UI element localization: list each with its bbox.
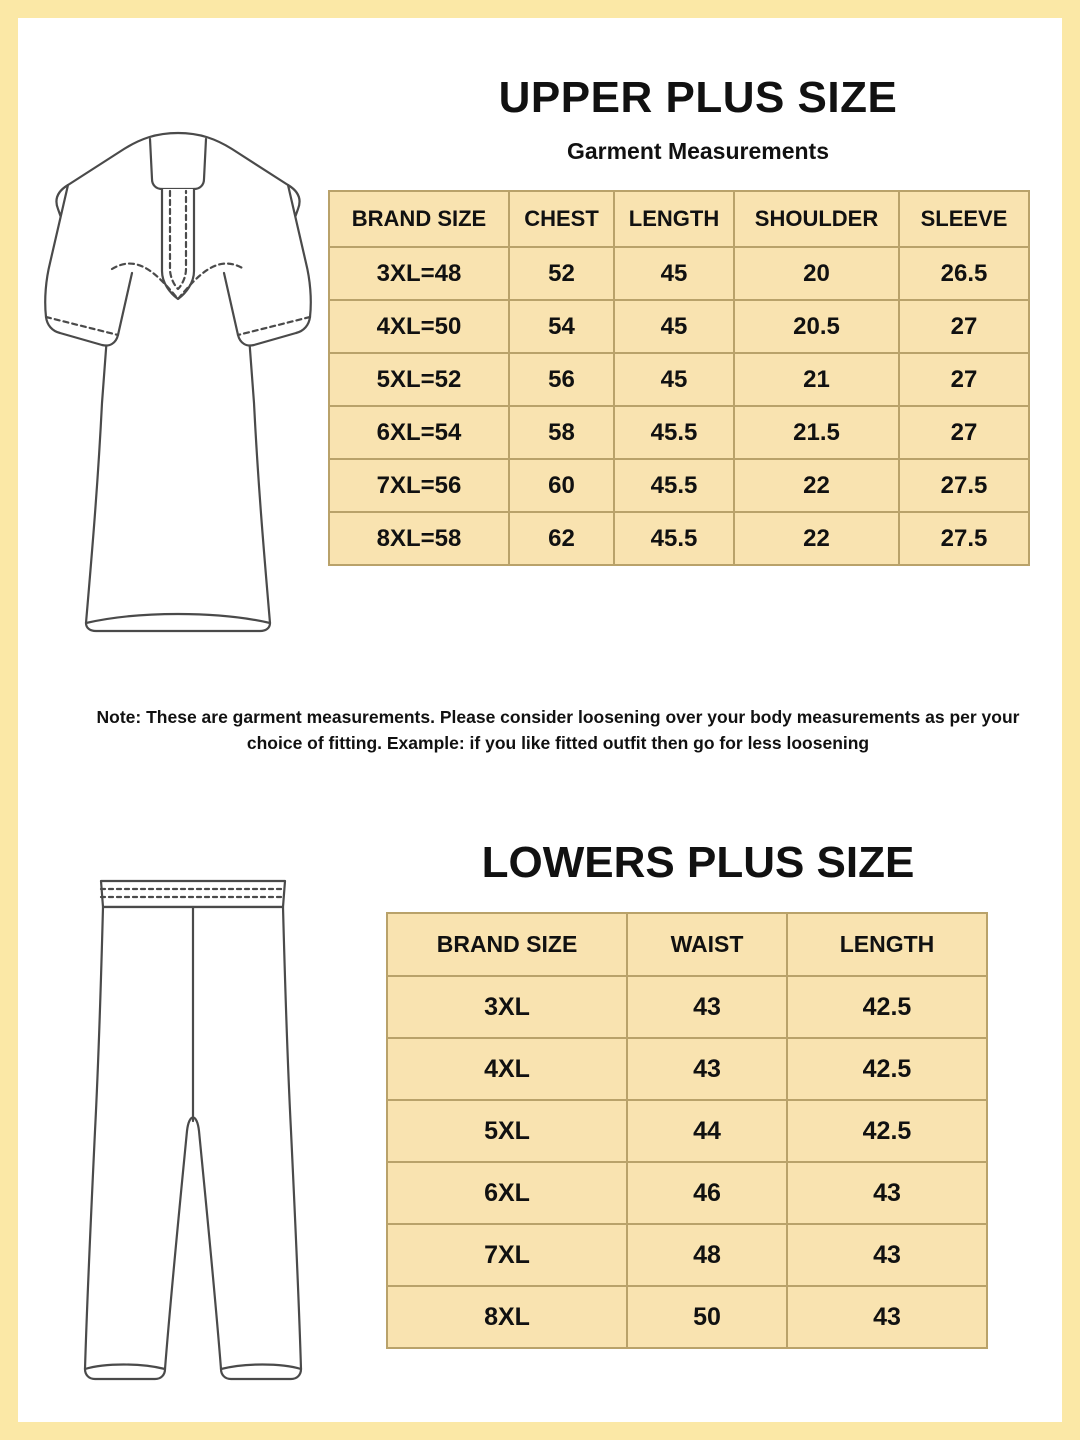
cell: 21 [734,353,899,406]
cell: 52 [509,247,614,300]
cell: 45 [614,247,734,300]
cell: 20 [734,247,899,300]
cell: 50 [627,1286,787,1348]
column-header: SLEEVE [899,191,1029,247]
column-header: LENGTH [787,913,987,976]
table-row [329,353,1029,406]
cell: 48 [627,1224,787,1286]
cell: 60 [509,459,614,512]
upper-table-container [328,190,1030,566]
cell: 3XL [387,976,627,1038]
cell: 21.5 [734,406,899,459]
table-header-row [329,191,1029,247]
cell: 43 [787,1224,987,1286]
cell: 26.5 [899,247,1029,300]
table-row [387,1038,987,1100]
cell: 43 [787,1286,987,1348]
table-row [329,300,1029,353]
cell: 22 [734,459,899,512]
cell: 4XL [387,1038,627,1100]
cell: 7XL [387,1224,627,1286]
cell: 5XL [387,1100,627,1162]
cell: 27.5 [899,512,1029,565]
cell: 45 [614,353,734,406]
table-row [329,247,1029,300]
upper-title: UPPER PLUS SIZE [498,73,898,122]
cell: 6XL=54 [329,406,509,459]
cell: 42.5 [787,1038,987,1100]
cell: 27 [899,353,1029,406]
upper-subtitle: Garment Measurements [566,138,830,164]
cell: 8XL=58 [329,512,509,565]
table-row [387,1162,987,1224]
kurta-illustration [28,103,328,663]
cell: 7XL=56 [329,459,509,512]
cell: 20.5 [734,300,899,353]
page-inner [18,18,1062,1422]
cell: 62 [509,512,614,565]
cell: 44 [627,1100,787,1162]
cell: 43 [787,1162,987,1224]
column-header: SHOULDER [734,191,899,247]
cell: 27.5 [899,459,1029,512]
cell: 3XL=48 [329,247,509,300]
table-header-row [387,913,987,976]
cell: 5XL=52 [329,353,509,406]
pants-illustration [43,863,343,1408]
cell: 42.5 [787,1100,987,1162]
lower-title: LOWERS PLUS SIZE [481,838,915,887]
cell: 4XL=50 [329,300,509,353]
cell: 8XL [387,1286,627,1348]
column-header: BRAND SIZE [387,913,627,976]
cell: 6XL [387,1162,627,1224]
column-header: CHEST [509,191,614,247]
table-row [387,1286,987,1348]
cell: 42.5 [787,976,987,1038]
table-row [329,512,1029,565]
cell: 45.5 [614,459,734,512]
table-row [329,459,1029,512]
cell: 45.5 [614,406,734,459]
cell: 54 [509,300,614,353]
kurta-icon [28,103,328,663]
cell: 43 [627,976,787,1038]
cell: 56 [509,353,614,406]
upper-size-table [328,190,1030,566]
measurement-note: Note: These are garment measurements. Please consider loosening over your body measurements as per your choice of fitting. Example: if you like fitted outfit then go for less loosening [96,707,1020,754]
cell: 46 [627,1162,787,1224]
cell: 22 [734,512,899,565]
cell: 43 [627,1038,787,1100]
table-row [387,976,987,1038]
table-row [329,406,1029,459]
cell: 27 [899,406,1029,459]
table-row [387,1100,987,1162]
cell: 27 [899,300,1029,353]
table-row [387,1224,987,1286]
column-header: WAIST [627,913,787,976]
column-header: LENGTH [614,191,734,247]
column-header: BRAND SIZE [329,191,509,247]
lower-table-container [386,912,988,1349]
cell: 45.5 [614,512,734,565]
cell: 45 [614,300,734,353]
lower-size-table [386,912,988,1349]
pants-icon [43,863,343,1408]
cell: 58 [509,406,614,459]
